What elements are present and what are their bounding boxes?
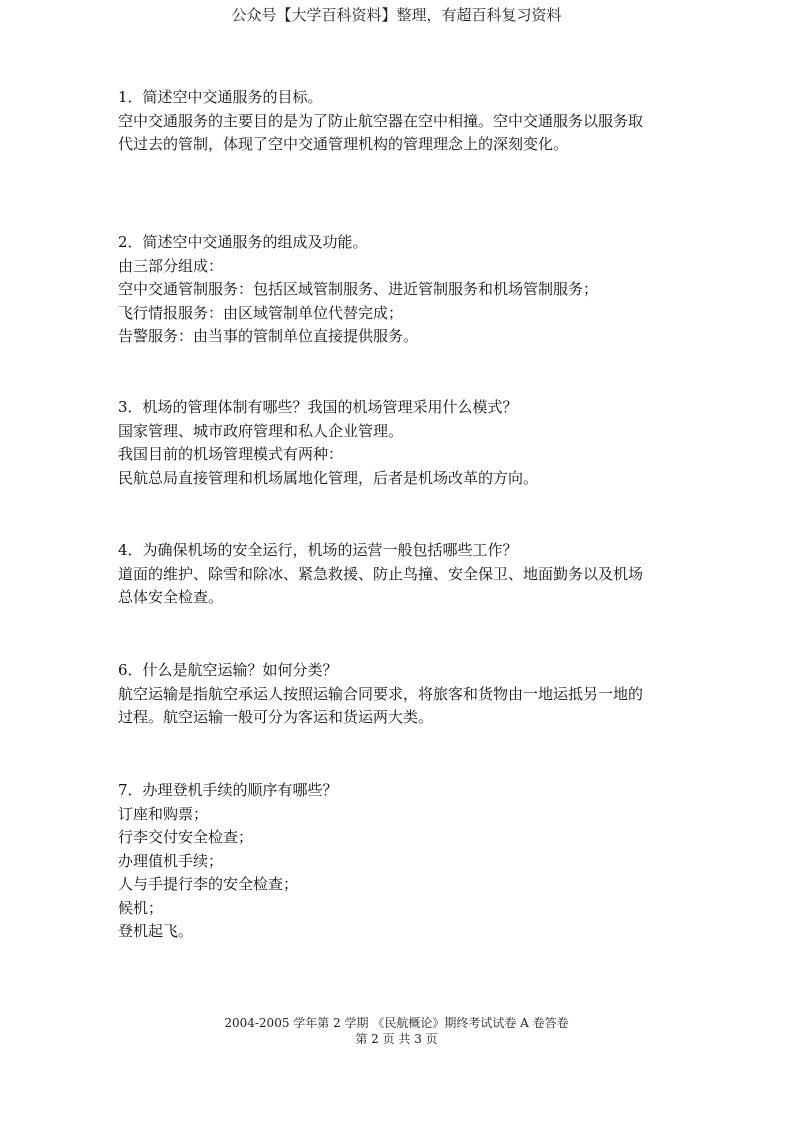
answer-line: 我国目前的机场管理模式有两种： xyxy=(118,445,344,463)
question-block-4 xyxy=(118,539,643,610)
answer-line: 由三部分组成： xyxy=(118,256,224,275)
answer-line: 代过去的管制，体现了空中交通管理机构的管理理念上的深刻变化。 xyxy=(118,135,569,153)
question-text: 7．办理登机手续的顺序有哪些？ xyxy=(118,781,338,799)
answer-line: 人与手提行李的安全检查； xyxy=(118,875,299,893)
question-text: 6．什么是航空运输？如何分类？ xyxy=(118,661,338,679)
question-block-6 xyxy=(118,659,643,730)
question-text: 2．简述空中交通服务的组成及功能。 xyxy=(118,233,368,251)
answer-line: 道面的维护、除雪和除冰、紧急救援、防止鸟撞、安全保卫、地面勤务以及机场 xyxy=(118,564,644,583)
answer-line: 空中交通管制服务：包括区域管制服务、进近管制服务和机场管制服务； xyxy=(118,280,599,298)
page-footer xyxy=(0,1015,793,1047)
question-block-3 xyxy=(118,396,538,490)
answer-line: 订座和购票； xyxy=(118,804,209,823)
answer-line: 候机； xyxy=(118,898,164,917)
question-block-2 xyxy=(118,231,598,349)
exam-title: 2004-2005 学年第 2 学期 《民航概论》期终考试试卷 A 卷答卷 xyxy=(224,1016,569,1030)
answer-line: 办理值机手续； xyxy=(118,851,224,870)
question-block-1 xyxy=(118,86,643,157)
answer-line: 空中交通服务的主要目的是为了防止航空器在空中相撞。空中交通服务以服务取 xyxy=(118,111,644,130)
answer-line: 告警服务：由当事的管制单位直接提供服务。 xyxy=(118,327,419,345)
answer-line: 飞行情报服务：由区域管制单位代替完成； xyxy=(118,303,404,322)
question-text: 3．机场的管理体制有哪些？我国的机场管理采用什么模式？ xyxy=(118,398,518,416)
question-block-7 xyxy=(118,779,338,944)
question-text: 4．为确保机场的安全运行，机场的运营一般包括哪些工作？ xyxy=(118,541,518,559)
answer-line: 航空运输是指航空承运人按照运输合同要求，将旅客和货物由一地运抵另一地的 xyxy=(118,684,644,703)
answer-line: 登机起飞。 xyxy=(118,922,194,940)
answer-line: 国家管理、城市政府管理和私人企业管理。 xyxy=(118,421,404,440)
answer-line: 过程。航空运输一般可分为客运和货运两大类。 xyxy=(118,708,434,726)
answer-line: 行李交付安全检查； xyxy=(118,828,254,846)
watermark-header: 公众号【大学百科资料】整理，有超百科复习资料 xyxy=(231,6,562,24)
answer-line: 总体安全检查。 xyxy=(118,588,224,606)
answer-line: 民航总局直接管理和机场属地化管理，后者是机场改革的方向。 xyxy=(118,468,539,487)
question-text: 1．简述空中交通服务的目标。 xyxy=(118,88,323,106)
page-number: 第 2 页 共 3 页 xyxy=(355,1032,438,1046)
